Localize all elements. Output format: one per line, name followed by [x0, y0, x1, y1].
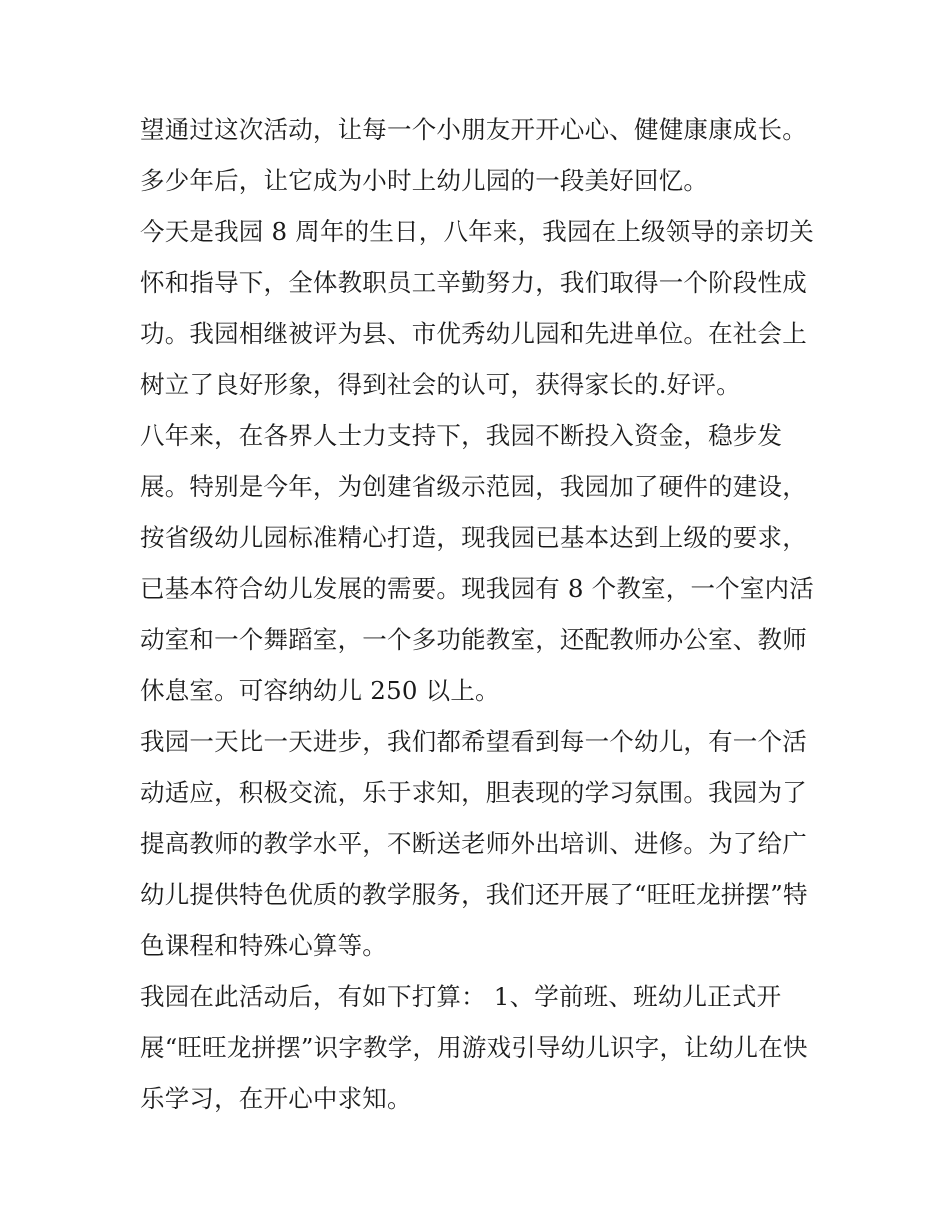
text-line: 已基本符合幼儿发展的需要。现我园有 8 个教室，一个室内活: [140, 574, 814, 603]
text-line: 动适应，积极交流，乐于求知，胆表现的学习氛围。我园为了: [140, 778, 807, 807]
body-text: [140, 104, 830, 1124]
text-line: 动室和一个舞蹈室，一个多功能教室，还配教师办公室、教师: [140, 625, 807, 654]
text-line: 望通过这次活动，让每一个小朋友开开心心、健健康康成长。: [140, 115, 807, 144]
text-line: 我园在此活动后，有如下打算： 1、学前班、班幼儿正式开: [140, 982, 782, 1011]
text-line: 多少年后，让它成为小时上幼儿园的一段美好回忆。: [140, 166, 709, 195]
text-line: 按省级幼儿园标准精心打造，现我园已基本达到上级的要求，: [140, 523, 807, 552]
text-line: 今天是我园 8 周年的生日，八年来，我园在上级领导的亲切关: [140, 217, 814, 246]
text-line: 提高教师的教学水平，不断送老师外出培训、进修。为了给广: [140, 829, 807, 858]
text-line: 幼儿提供特色优质的教学服务，我们还开展了“旺旺龙拼摆”特: [140, 880, 808, 909]
text-line: 色课程和特殊心算等。: [140, 931, 387, 960]
text-line: 展“旺旺龙拼摆”识字教学，用游戏引导幼儿识字，让幼儿在快: [140, 1033, 808, 1062]
text-line: 我园一天比一天进步，我们都希望看到每一个幼儿，有一个活: [140, 727, 807, 756]
text-line: 怀和指导下，全体教职员工辛勤努力，我们取得一个阶段性成: [140, 268, 807, 297]
text-line: 乐学习，在开心中求知。: [140, 1084, 412, 1113]
text-line: 功。我园相继被评为县、市优秀幼儿园和先进单位。在社会上: [140, 319, 807, 348]
text-line: 树立了良好形象，得到社会的认可，获得家长的.好评。: [140, 370, 741, 399]
text-line: 展。特别是今年，为创建省级示范园，我园加了硬件的建设，: [140, 472, 807, 501]
text-line: 八年来，在各界人士力支持下，我园不断投入资金，稳步发: [140, 421, 783, 450]
text-line: 休息室。可容纳幼儿 250 以上。: [140, 676, 500, 705]
